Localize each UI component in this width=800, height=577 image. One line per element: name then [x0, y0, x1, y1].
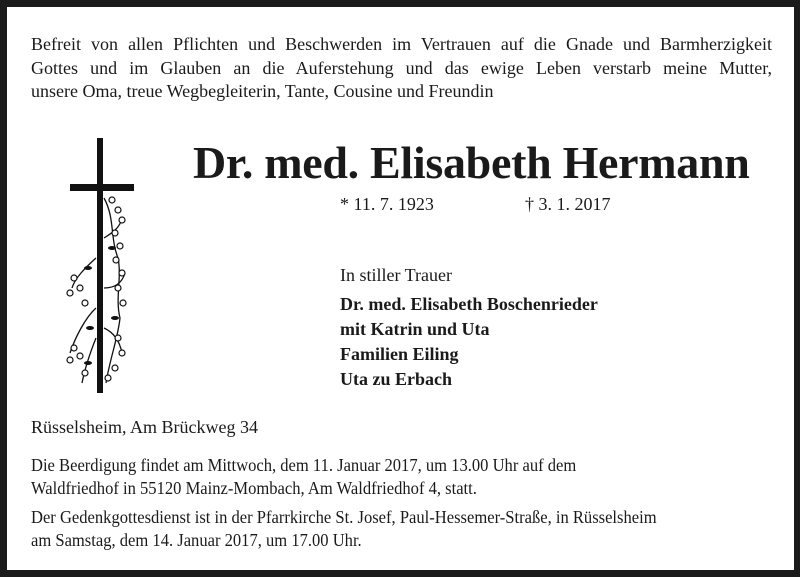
mourner: mit Katrin und Uta — [340, 319, 490, 339]
death-date: † 3. 1. 2017 — [525, 194, 611, 214]
deceased-name: Dr. med. Elisabeth Hermann — [193, 137, 750, 188]
address: Rüsselsheim, Am Brückweg 34 — [31, 417, 258, 437]
funeral-line: Waldfriedhof in 55120 Mainz-Mombach, Am Waldfriedhof 4, statt. — [31, 478, 477, 498]
mourner: Familien Eiling — [340, 344, 459, 364]
intro-line: Gottes und im Glauben an die Auferstehung und das ewige Leben verstarb meine Mutter, — [31, 57, 772, 78]
funeral-line: Die Beerdigung findet am Mittwoch, dem 11. Januar 2017, um 13.00 Uhr auf dem — [31, 455, 577, 475]
cross-with-vines-icon — [60, 138, 140, 398]
intro-text — [31, 33, 772, 104]
intro-line: unsere Oma, treue Wegbegleiterin, Tante, Cousine und Freundin — [31, 81, 494, 101]
mourner: Uta zu Erbach — [340, 369, 452, 389]
memorial-line: am Samstag, dem 14. Januar 2017, um 17.00 Uhr. — [31, 530, 362, 550]
birth-date: * 11. 7. 1923 — [340, 194, 434, 214]
intro-line: Befreit von allen Pflichten und Beschwerden im Vertrauen auf die Gnade und Barmherzigkeit — [31, 34, 772, 54]
mourning-label: In stiller Trauer — [340, 265, 452, 285]
mourner: Dr. med. Elisabeth Boschenrieder — [340, 294, 598, 314]
memorial-line: Der Gedenkgottesdienst ist in der Pfarrkirche St. Josef, Paul-Hessemer-Straße, in Rüsselsheim — [31, 507, 657, 527]
